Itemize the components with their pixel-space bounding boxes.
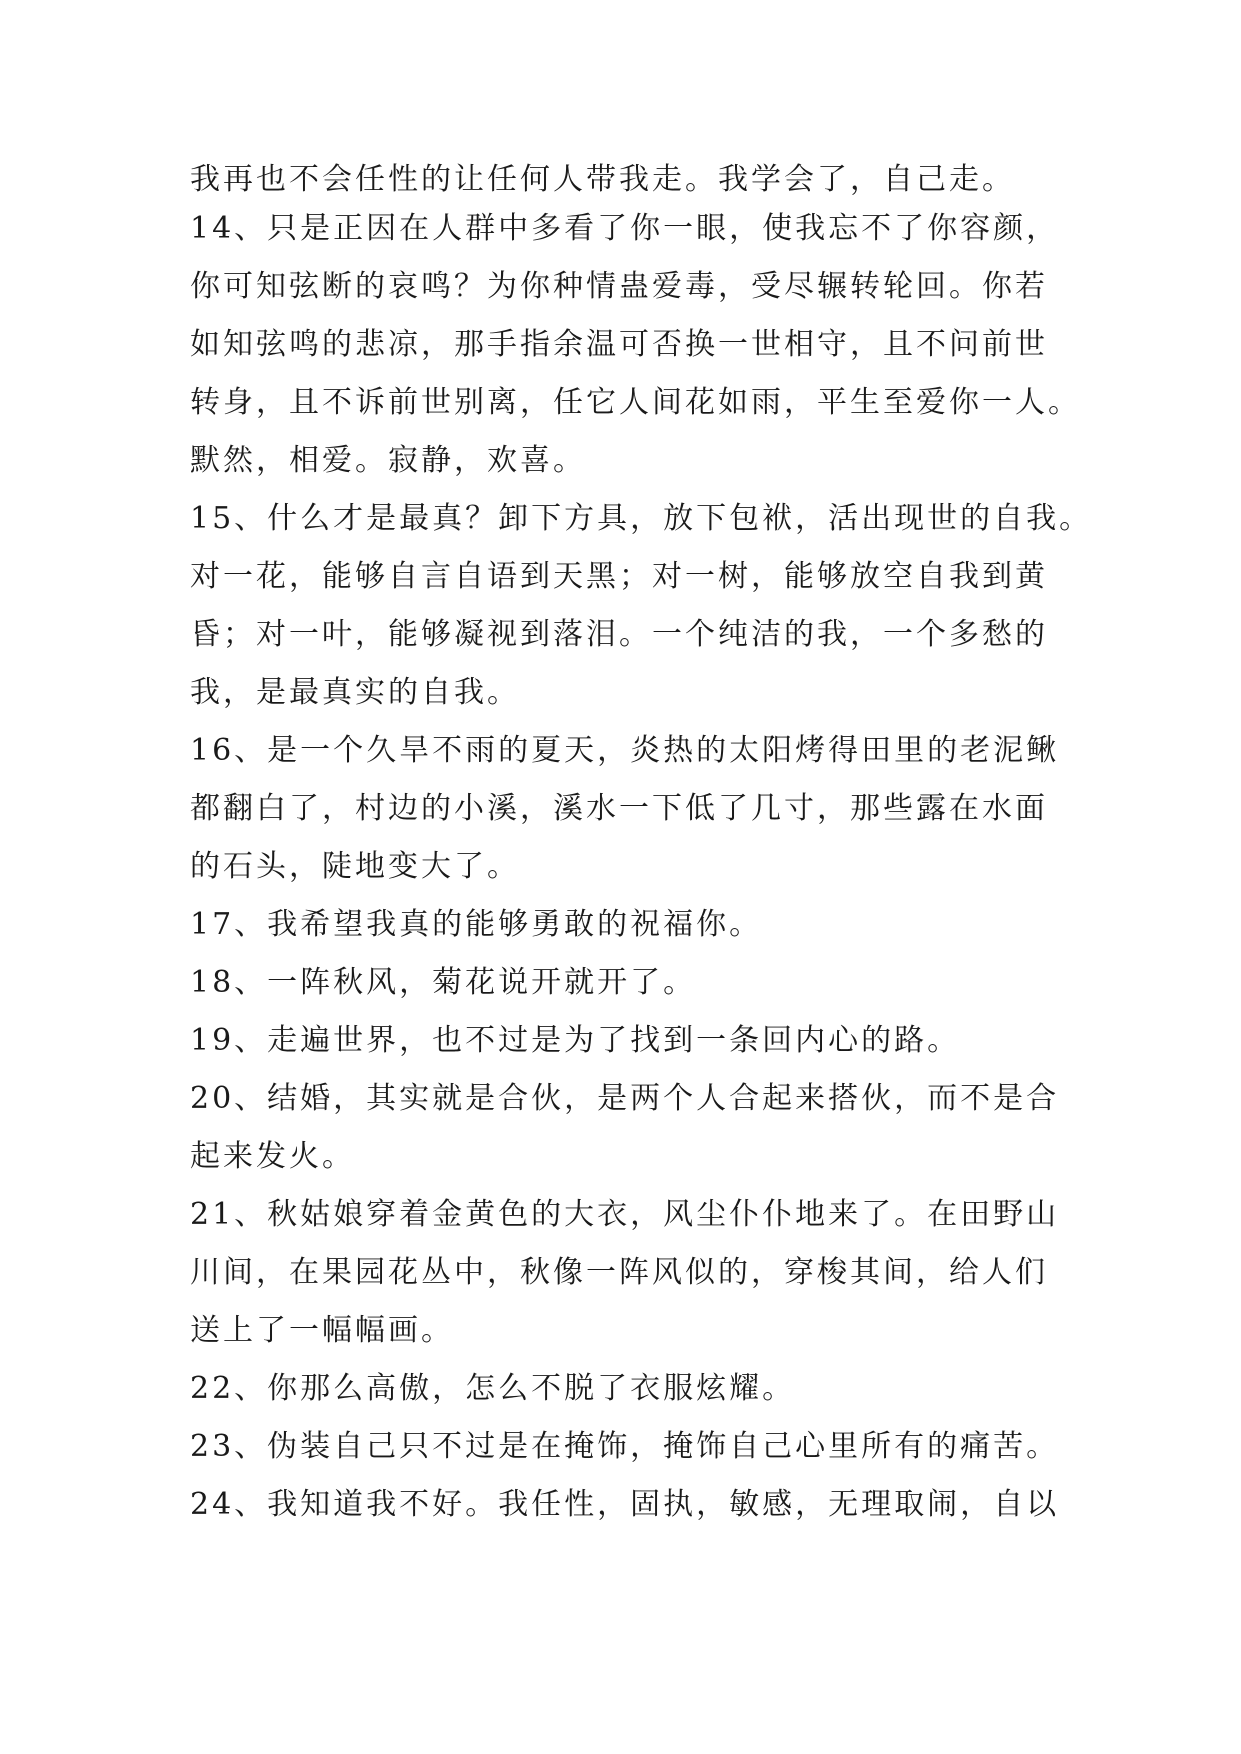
text-line: 19、走遍世界，也不过是为了找到一条回内心的路。 xyxy=(190,1023,961,1058)
text-line: 21、秋姑娘穿着金黄色的大衣，风尘仆仆地来了。在田野山 xyxy=(190,1197,1060,1232)
text-line: 23、伪装自己只不过是在掩饰，掩饰自己心里所有的痛苦。 xyxy=(190,1429,1060,1464)
text-line: 起来发火。 xyxy=(190,1139,355,1174)
text-line: 你可知弦断的哀鸣？为你种情蛊爱毒，受尽辗转轮回。你若 xyxy=(190,269,1048,304)
text-line: 昏；对一叶，能够凝视到落泪。一个纯洁的我，一个多愁的 xyxy=(190,617,1048,652)
text-line: 18、一阵秋风，菊花说开就开了。 xyxy=(190,965,697,1000)
text-line: 对一花，能够自言自语到天黑；对一树，能够放空自我到黄 xyxy=(190,559,1048,594)
text-line: 14、只是正因在人群中多看了你一眼，使我忘不了你容颜， xyxy=(190,211,1060,246)
text-line: 17、我希望我真的能够勇敢的祝福你。 xyxy=(190,907,763,942)
text-line: 24、我知道我不好。我任性，固执，敏感，无理取闹，自以 xyxy=(190,1487,1060,1522)
text-line: 川间，在果园花丛中，秋像一阵风似的，穿梭其间，给人们 xyxy=(190,1255,1048,1290)
text-line: 都翻白了，村边的小溪，溪水一下低了几寸，那些露在水面 xyxy=(190,791,1048,826)
text-line: 22、你那么高傲，怎么不脱了衣服炫耀。 xyxy=(190,1371,796,1406)
text-line: 我再也不会任性的让任何人带我走。我学会了，自己走。 xyxy=(190,162,1015,197)
text-line: 20、结婚，其实就是合伙，是两个人合起来搭伙，而不是合 xyxy=(190,1081,1060,1116)
text-line: 默然，相爱。寂静，欢喜。 xyxy=(190,443,586,478)
text-line: 15、什么才是最真？卸下方具，放下包袱，活出现世的自我。 xyxy=(190,501,1093,536)
text-line: 送上了一幅幅画。 xyxy=(190,1313,454,1348)
text-line: 我，是最真实的自我。 xyxy=(190,675,520,710)
text-line: 16、是一个久旱不雨的夏天，炎热的太阳烤得田里的老泥鳅 xyxy=(190,733,1060,768)
text-line: 的石头，陡地变大了。 xyxy=(190,849,520,884)
text-line: 如知弦鸣的悲凉，那手指余温可否换一世相守，且不问前世 xyxy=(190,327,1048,362)
document-body xyxy=(190,160,1093,1534)
text-line: 转身，且不诉前世别离，任它人间花如雨，平生至爱你一人。 xyxy=(190,385,1081,420)
